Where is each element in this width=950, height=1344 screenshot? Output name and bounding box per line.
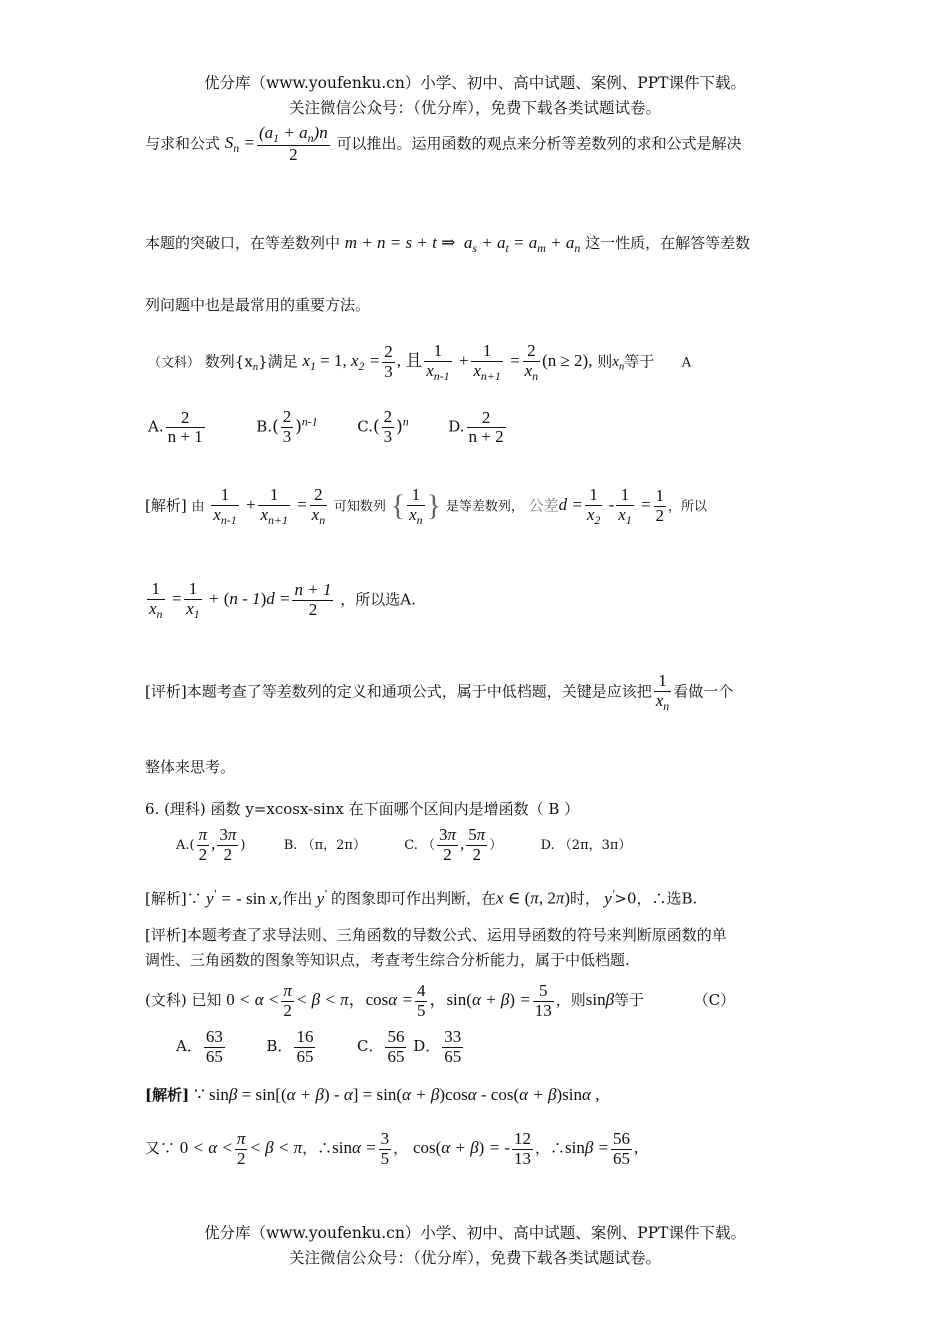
intro-text: 与求和公式 (145, 134, 221, 153)
q5-answer: A (681, 355, 692, 371)
intro-line-1 (145, 124, 742, 165)
q5-stem: （文科） 数列$\{x_n\}$满足 $x_1 = 1$, $x_2$ = $\frac{2}{3}$ , 且 $\frac{1}{x_{n-1}}$ + $\frac{1}{x_{n+1}}$ = $\frac{2}{x_n}$ (n ≥ 2), 则$x_n$等于 A (148, 341, 692, 383)
q7-analysis-text: 又∵ (145, 1139, 176, 1158)
q7-option-b-value: $\frac{16}{65}$ (296, 1027, 314, 1066)
q5-sequence-set: { $\frac{1}{x_n}$ } (390, 485, 442, 527)
q5-analysis-line-1 (145, 486, 707, 527)
q5-general-term: $\frac{1}{x_n}$ = $\frac{1}{x_1}$ + (n - 1)d = $\frac{n + 1}{2}$ (149, 579, 332, 621)
q5-option-b-label: B. (256, 417, 273, 436)
q6-interval: x ∈ (π, 2π) (495, 888, 571, 908)
q7-sin-alpha: sinα = $\frac{3}{5}$ (332, 1129, 390, 1168)
q5-text: 等于 (624, 352, 655, 371)
q7-option-c-value: $\frac{56}{65}$ (387, 1027, 405, 1066)
q6-option-a-value: $\frac{\pi}{2}$ , $\frac{3\pi}{2}$ (198, 825, 237, 864)
q6-analysis-text: [解析]∵ (145, 889, 202, 908)
q6-option-c-value: $\frac{3\pi}{2}$ , $\frac{5\pi}{2}$ (438, 825, 486, 864)
q5-comment-line-1 (145, 672, 733, 713)
index-property-formula: m + n = s + t ⇒ $a_s + a_t = a_m + a_n$ (344, 233, 581, 256)
q5-analysis-text: 由 (191, 499, 205, 515)
q5-condition-formula: $x_1 = 1$, $x_2$ = $\frac{2}{3}$ , 且 $\frac{1}{x_{n-1}}$ + $\frac{1}{x_{n+1}}$ = $\frac{2}{x_n}$ (n ≥ 2), (302, 341, 593, 383)
q7-analysis-line-2 (145, 1130, 638, 1168)
footer-line-1: 优分库（www.youfenku.cn）小学、初中、高中试题、案例、PPT课件下载。 (203, 1224, 747, 1242)
q5-analysis-line-2 (145, 580, 416, 621)
q5-comment-text: [评析]本题考查了等差数列的定义和通项公式，属于中低档题，关键是应该把 (145, 682, 652, 701)
q5-text: 则 (597, 352, 613, 371)
q5-analysis-text: 是等差数列， (445, 499, 524, 515)
q7-option-a-value: $\frac{63}{65}$ (205, 1027, 223, 1066)
q7-condition-formula: 0 < α < $\frac{\pi}{2}$ < β < π，cosα = $\frac{4}{5}$ ，sin(α + β) = $\frac{5}{13}$ (226, 981, 552, 1020)
q5-tag: （文科） (148, 355, 201, 371)
analysis-label: [解析] (145, 496, 187, 515)
q6-derivative: y' = - sin x (201, 886, 278, 908)
q5-text: 数列{x (204, 352, 253, 371)
q7-option-d-label: D． (413, 1037, 441, 1056)
header-line-2: 关注微信公众号：（优分库），免费下载各类试题试卷。 (288, 99, 661, 117)
q6-analysis: [解析]∵ y' = - sin x,作出 y' 的图象即可作出判断，在x ∈ (π, 2π)时， y'>0，∴选B. (145, 886, 698, 908)
q5-option-c-label: C. (357, 417, 373, 436)
intro-text: 可以推出。运用函数的观点来分析等差数列的求和公式是解决 (336, 134, 742, 153)
q7-option-a-label: A． (176, 1037, 202, 1056)
q5-option-a-value: $\frac{2}{n + 1}$ (167, 407, 203, 447)
q7-sin-beta-result: sinβ = $\frac{56}{65}$ , (564, 1129, 639, 1168)
q6-analysis-text: >0，∴选B. (614, 889, 698, 908)
q5-common-difference: d = $\frac{1}{x_2}$ - $\frac{1}{x_1}$ = $\frac{1}{2}$ (558, 485, 665, 527)
q6-analysis-text: 的图象即可作出判断，在 (330, 889, 496, 908)
q5-comment-text: 看做一个 (673, 682, 734, 701)
q5-option-b-value: ( $\frac{2}{3}$ )$^{n-1}$ (272, 407, 318, 446)
intro-line-2 (145, 234, 750, 255)
q7-analysis-text: ， (393, 1139, 409, 1158)
q7-cos-sum: cos(α + β) = - $\frac{12}{13}$ (412, 1129, 531, 1168)
q7-options (176, 1028, 465, 1066)
q7-option-c-label: C． (357, 1037, 384, 1056)
analysis-label: [解析] (145, 1086, 190, 1104)
q7-text: 等于 (614, 991, 645, 1010)
q5-analysis-text: ，所以 (668, 499, 708, 515)
sum-formula: $S_n$ = $\frac{(a_1 + a_n)n}{2}$ (224, 123, 328, 165)
q7-text: ，则 (555, 991, 586, 1010)
q5-option-d-value: $\frac{2}{n + 2}$ (468, 407, 504, 447)
q6-analysis-text: 时， (570, 889, 601, 908)
q7-answer: （C） (693, 991, 736, 1010)
q7-analysis-text: ，∴ (534, 1139, 565, 1158)
intro-line-3: 列问题中也是最常用的重要方法。 (145, 296, 371, 314)
q5-analysis-text: 公差 (528, 496, 559, 515)
q6-comment-line-2: 调性、三角函数的图象等知识点，考查考生综合分析能力，属于中低档题. (145, 951, 630, 969)
q5-option-a-label: A. (148, 417, 164, 436)
q6-option-d: D. （2π，3π） (540, 838, 632, 854)
q5-option-c-value: ( $\frac{2}{3}$ )$^n$ (372, 407, 409, 446)
q5-option-d-label: D. (448, 417, 465, 436)
q7-analysis-line-1 (145, 1086, 599, 1103)
q5-analysis-text: 可知数列 (333, 499, 386, 515)
header-line-1: 优分库（www.youfenku.cn）小学、初中、高中试题、案例、PPT课件下载。 (203, 74, 747, 92)
q5-recurrence-formula: $\frac{1}{x_{n-1}}$ + $\frac{1}{x_{n+1}}$ = $\frac{2}{x_n}$ (213, 485, 326, 527)
q6-comment-line-1: [评析]本题考查了求导法则、三角函数的导数公式、运用导函数的符号来判断原函数的单 (145, 926, 727, 944)
footer-line-2: 关注微信公众号：（优分库），免费下载各类试题试卷。 (288, 1249, 661, 1267)
q6-stem: 6. (理科) 函数 y=xcosx-sinx 在下面哪个区间内是增函数（ B ） (145, 800, 580, 818)
q7-text: (文科) 已知 (145, 991, 222, 1010)
q6-options: A.( $\frac{\pi}{2}$ , $\frac{3\pi}{2}$ ) B. （π，2π） C. （ $\frac{3\pi}{2}$ , $\frac{5\pi}{2}$ ） D. （2π，3π） (176, 825, 632, 864)
q5-text: }满足 (258, 352, 298, 371)
q5-comment-formula: $\frac{1}{x_n}$ (655, 671, 670, 713)
q6-analysis-text: ,作出 (277, 889, 313, 908)
intro-text: 这一性质，在解答等差数 (585, 234, 751, 252)
q5-options (148, 408, 508, 447)
q7-range-formula: 0 < α < $\frac{\pi}{2}$ < β < π (179, 1129, 303, 1168)
q7-identity-formula: ∵ sinβ = sin[(α + β) - α] = sin(α + β)cosα - cos(α + β)sinα , (193, 1085, 600, 1104)
intro-text: 本题的突破口，在等差数列中 (145, 234, 341, 252)
q6-option-c-label: C. （ (404, 838, 435, 854)
q5-analysis-text: ，所以选A. (340, 590, 416, 609)
q7-stem: (文科) 已知 0 < α < $\frac{\pi}{2}$ < β < π，cosα = $\frac{4}{5}$ ，sin(α + β) = $\frac{5}{13}$ ，则sinβ等于 （C） (145, 981, 736, 1020)
q6-option-b: B. （π，2π） (283, 838, 366, 854)
q5-comment-line-2: 整体来思考。 (145, 758, 236, 776)
q6-option-a-label: A.( (176, 838, 195, 854)
q7-option-b-label: B． (266, 1037, 293, 1056)
q7-analysis-text: ，∴ (302, 1139, 333, 1158)
q7-option-d-value: $\frac{33}{65}$ (444, 1027, 462, 1066)
